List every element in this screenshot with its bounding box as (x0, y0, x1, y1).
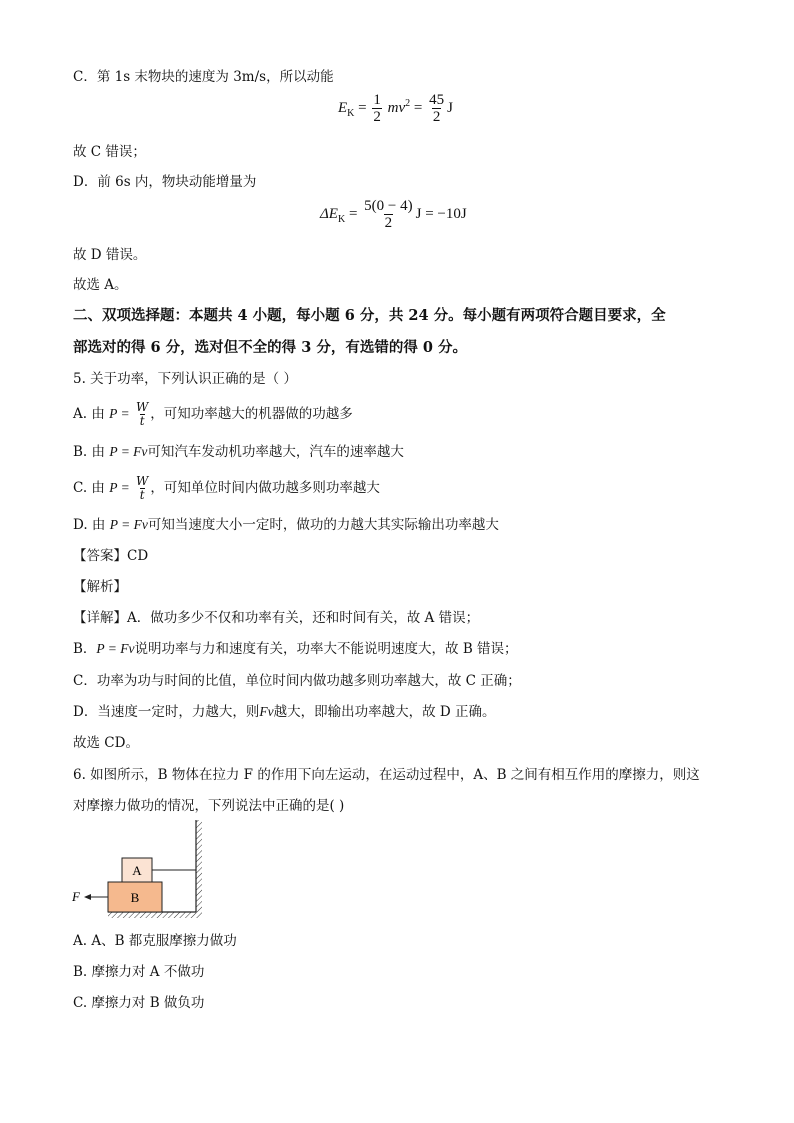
option-c-heading: C．第 1s 末物块的速度为 3m/s，所以动能 (73, 69, 334, 85)
option-d-heading: D．前 6s 内，物块动能增量为 (73, 174, 257, 190)
question-6-stem-line-2: 对摩擦力做功的情况，下列说法中正确的是( ) (73, 798, 345, 814)
choose-cd: 故选 CD。 (73, 735, 139, 751)
force-arrowhead (84, 894, 91, 900)
force-label: F (72, 889, 80, 904)
detail-c: C．功率为功与时间的比值，单位时间内做功越多则功率越大，故 C 正确； (73, 673, 521, 689)
floor-hatch (108, 912, 202, 918)
option-d-conclusion: 故 D 错误。 (73, 247, 147, 263)
question-5-option-a: A. 由 P = $\frac{W}{t}$ ，可知功率越大的机器做的功越多 (73, 400, 353, 428)
detail-a: 【详解】A．做功多少不仅和功率有关，还和时间有关，故 A 错误； (73, 610, 480, 626)
block-b-label: B (130, 890, 140, 905)
question-6-option-b: B. 摩擦力对 A 不做功 (73, 964, 205, 980)
option-c-conclusion: 故 C 错误； (73, 144, 146, 160)
choose-a: 故选 A。 (73, 277, 128, 293)
blocks-diagram (68, 820, 208, 920)
question-6-option-c: C. 摩擦力对 B 做负功 (73, 995, 205, 1011)
answer-label: 【答案】CD (73, 548, 149, 564)
question-6-option-a: A. A、B 都克服摩擦力做功 (73, 933, 237, 949)
section-title-line-1: 二、双项选择题：本题共 4 小题，每小题 6 分，共 24 分。每小题有两项符合题目要求，全 (73, 307, 666, 324)
question-5-option-c: C. 由 P = $\frac{W}{t}$ ，可知单位时间内做功越多则功率越大 (73, 474, 380, 502)
kinetic-energy-equation: $E_K$ = $\frac{1}{2}$ $mv^2$ = $\frac{45}{2}$ J (338, 92, 453, 125)
question-5-stem: 5. 关于功率，下列认识正确的是（ ） (73, 371, 297, 387)
section-title-line-2: 部选对的得 6 分，选对但不全的得 3 分，有选错的得 0 分。 (73, 339, 468, 356)
detail-d: D．当速度一定时，力越大，则Fv越大，即输出功率越大，故 D 正确。 (73, 704, 496, 720)
block-a-label: A (132, 863, 142, 878)
detail-b: B．P = Fv说明功率与力和速度有关，功率大不能说明速度大，故 B 错误； (73, 641, 518, 657)
question-5-option-b: B. 由 P = Fv可知汽车发动机功率越大，汽车的速率越大 (73, 444, 404, 460)
question-6-stem-line-1: 6. 如图所示，B 物体在拉力 F 的作用下向左运动，在运动过程中，A、B 之间有相互作用的摩擦力，则这 (73, 767, 700, 783)
question-5-option-d: D. 由 P = Fv可知当速度大小一定时，做功的力越大其实际输出功率越大 (73, 517, 499, 533)
analysis-label: 【解析】 (73, 579, 127, 595)
kinetic-energy-change-equation: $\Delta E_K$ = $\frac{5(0 - 4)}{2}$ J = −10J (320, 198, 467, 231)
wall-hatch (196, 820, 202, 912)
